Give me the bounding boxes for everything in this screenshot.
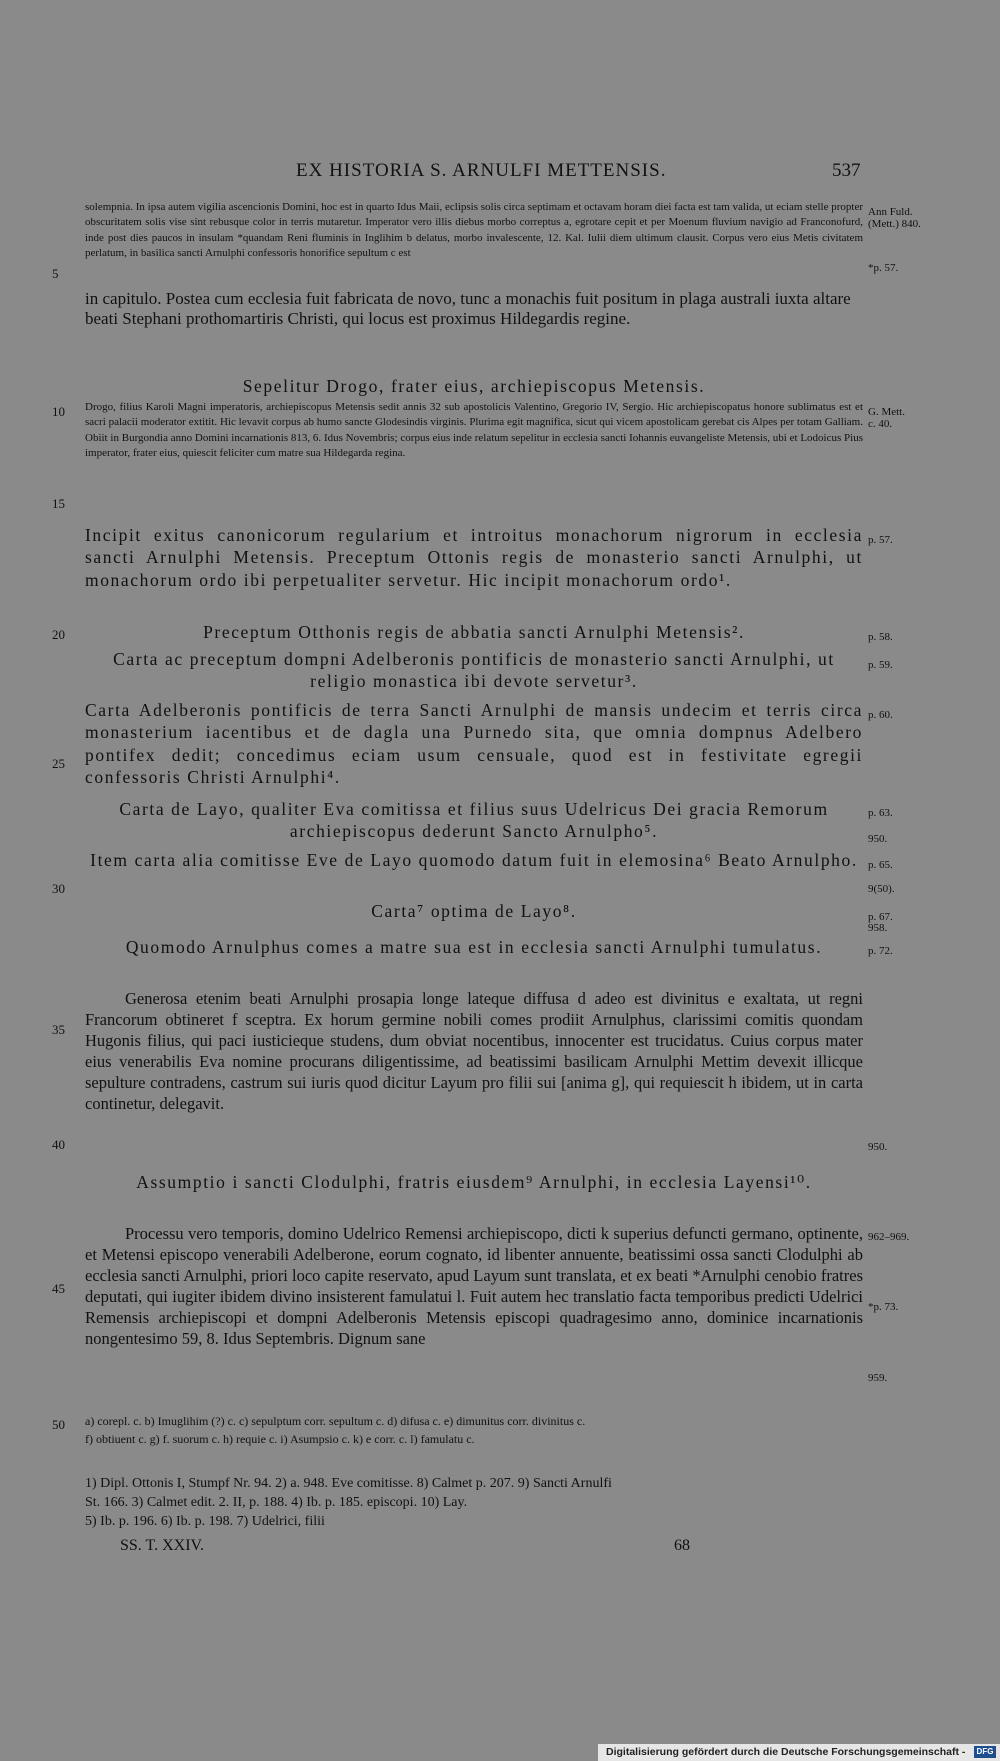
running-title: EX HISTORIA S. ARNULFI METTENSIS. — [296, 160, 667, 181]
line-number: 35 — [52, 1022, 65, 1037]
section-heading: Item carta alia comitisse Eve de Layo quomodo datum fuit in elemosina⁶ Beato Arnulpho. — [90, 850, 858, 870]
volume-signature: SS. T. XXIV. — [120, 1537, 205, 1554]
margin-note: 959. — [868, 1372, 888, 1384]
body-paragraph: Generosa etenim beati Arnulphi prosapia longe lateque diffusa d adeo est divinitus e exaltata, ut regni Francorum obtineret f sceptra. Ex horum germine nobili comes prodiit Arnulphus, clarissimi comitis quondam Hugonis filius, qui paci iusticieque studens, dum obviat nocentibus, innocenter est trucidatus. Cuius corpus mater eius venerabilis Eva nomine procurans diligentissime, ad beatissimi basilicam Arnulphi Mettim devexit illicque sepulture contradens, castrum sui iuris quod dicitur Layum pro filii sui [anima g], qui requiescit h ibidem, ut in carta continetur, delegavit. — [85, 989, 863, 1113]
line-number: 40 — [52, 1137, 65, 1152]
margin-note: (Mett.) 840. — [868, 218, 921, 230]
margin-note: 950. — [868, 833, 888, 845]
line-number: 50 — [52, 1417, 65, 1432]
line-number: 30 — [52, 881, 65, 896]
page-number: 537 — [832, 160, 861, 181]
margin-note: p. 63. — [868, 807, 893, 819]
margin-note: p. 67. — [868, 911, 893, 923]
margin-note: p. 57. — [868, 534, 893, 546]
running-header — [0, 158, 1000, 188]
body-paragraph: Processu vero temporis, domino Udelrico Remensi archiepiscopo, dicti k superius defuncti germano, optinente, et Metensi episcopo venerabili Adelberone, eorum cognato, id libenter annuente, beatissimi ossa sancti Clodulphi ab ecclesia sancti Arnulphi, priori loco capite reservato, apud Layum sunt translata, et ex beati *Arnulphi cenobio fratres deputati, qui iugiter ibidem divino insisterent famulatui l. Fuit autem hec translatio facta temporibus predicti Udelrici Remensis archiepiscopi et dompni Adelberonis Metensis episcopi quadragesimo anno, dominice incarnationis nongentesimo 59, 8. Idus Septembris. Dignum sane — [85, 1224, 863, 1348]
section-heading: Carta ac preceptum dompni Adelberonis pontificis de monasterio sancti Arnulphi, ut religio monastica ibi devote servetur³. — [113, 649, 835, 692]
dfg-logo: DFG — [974, 1746, 996, 1758]
margin-note: G. Mett. c. 40. — [868, 406, 905, 430]
line-number: 45 — [52, 1281, 65, 1296]
margin-note: *p. 73. — [868, 1301, 899, 1313]
margin-note: Ann Fuld. — [868, 206, 913, 218]
section-heading: Quomodo Arnulphus comes a matre sua est in ecclesia sancti Arnulphi tumulatus. — [125, 937, 823, 957]
small-type-paragraph: solempnia. In ipsa autem vigilia ascencionis Domini, hoc est in quarto Idus Maii, eclipsis solis circa septimam et octavam horam diei facta est tam valida, ut eciam stelle propter obscuritatem solis vise sint rebusque color in terris mutaretur. Imperator vero illis diebus morbo correptus a, egrotare cepit et per Moenum fluvium navigio ad Franconofurd, inde post dies paucos in insulam *quandam Reni fluminis in Inglihim b delatus, morbo invalescente, 12. Kal. Iulii diem ultimum clausit. Corpus vero eius Metis civitatem perlatum, in basilica sancti Arnulphi confessoris honorifice sepultum c est — [85, 201, 863, 259]
margin-note: p. 65. — [868, 859, 893, 871]
dfg-banner — [598, 1744, 1000, 1761]
main-paragraph: in capitulo. Postea cum ecclesia fuit fabricata de novo, tunc a monachis fuit positum in plaga australi iuxta altare beati Stephani prothomartiris Christi, qui locus est proximus Hildegardis regine. — [85, 289, 851, 328]
small-type-paragraph: Drogo, filius Karoli Magni imperatoris, archiepiscopus Metensis sedit annis 32 sub apostolicis Valentino, Gregorio IV, Sergio. Hic archiepiscopatus honore sublimatus est et sacri palacii moderator extitit. Hic levavit corpus ab humo sancte Glodesindis virginis. Plurima egit magnifica, sicut qui vicem apostolicam gerebat cis Alpes per totam Galliam. Obiit in Burgondia anno Domini incarnationis 813, 6. Idus Novembris; corpus eius inde relatum sepelitur in ecclesia sancti Iohannis euvangeliste Metensis, ubi et Lodoicus Pius imperator, frater eius, quiescit feliciter cum matre sua Hildegarda regina. — [85, 401, 863, 459]
footnote-line: St. 166. 3) Calmet edit. 2. II, p. 188. 4) Ib. p. 185. episcopi. 10) Lay. — [85, 1495, 468, 1510]
line-number: 10 — [52, 404, 65, 419]
line-number: 25 — [52, 756, 65, 771]
sheet-number: 68 — [674, 1537, 690, 1554]
margin-note: 958. — [868, 922, 888, 934]
section-heading: Incipit exitus canonicorum regularium et introitus monachorum nigrorum in ecclesia sancti Arnulphi Metensis. Preceptum Ottonis regis de monasterio sancti Arnulphi, ut monachorum ordo ibi perpetualiter servetur. Hic incipit monachorum ordo¹. — [85, 525, 863, 590]
section-heading: Assumptio i sancti Clodulphi, fratris eiusdem⁹ Arnulphi, in ecclesia Layensi¹⁰. — [136, 1172, 812, 1192]
margin-note: p. 60. — [868, 709, 893, 721]
footnote-line: 5) Ib. p. 196. 6) Ib. p. 198. 7) Udelrici, filii — [85, 1514, 325, 1529]
margin-note: 962–969. — [868, 1231, 910, 1243]
dfg-funding-text: Digitalisierung gefördert durch die Deutsche Forschungsgemeinschaft - — [606, 1746, 966, 1758]
section-heading: Carta Adelberonis pontificis de terra Sancti Arnulphi de mansis undecim et terris circa monasterium iacentibus et de dagla una Purnedo sita, que omnia dompnus Adelbero pontifex dedit; concedimus eciam usum censuale, quod est in festivitate egregii confessoris Christi Arnulphi⁴. — [85, 700, 863, 788]
margin-note: p. 59. — [868, 659, 893, 671]
section-heading: Carta⁷ optima de Layo⁸. — [371, 901, 577, 921]
line-number: 15 — [52, 496, 65, 511]
section-heading: Preceptum Otthonis regis de abbatia sancti Arnulphi Metensis². — [203, 622, 745, 642]
margin-note: p. 72. — [868, 945, 893, 957]
margin-note: 950. — [868, 1141, 888, 1153]
apparatus-note: f) obtiuent c. g) f. suorum c. h) requie c. i) Asumpsio c. k) e corr. c. l) famulatu c. — [85, 1432, 475, 1446]
section-heading: Sepelitur Drogo, frater eius, archiepiscopus Metensis. — [242, 376, 706, 396]
section-heading: Carta de Layo, qualiter Eva comitissa et filius suus Udelricus Dei gracia Remorum archiepiscopus dederunt Sancto Arnulpho⁵. — [119, 799, 829, 842]
margin-note: 9(50). — [868, 883, 895, 895]
margin-note: p. 58. — [868, 631, 893, 643]
line-number: 5 — [52, 266, 59, 281]
line-number: 20 — [52, 627, 65, 642]
apparatus-note: a) corepl. c. b) Imuglihim (?) c. c) sepulptum corr. sepultum c. d) difusa c. e) dimunitus corr. divinitus c. — [85, 1414, 586, 1428]
margin-note: *p. 57. — [868, 262, 899, 274]
footnote-line: 1) Dipl. Ottonis I, Stumpf Nr. 94. 2) a. 948. Eve comitisse. 8) Calmet p. 207. 9) Sancti Arnulfi — [85, 1476, 612, 1491]
